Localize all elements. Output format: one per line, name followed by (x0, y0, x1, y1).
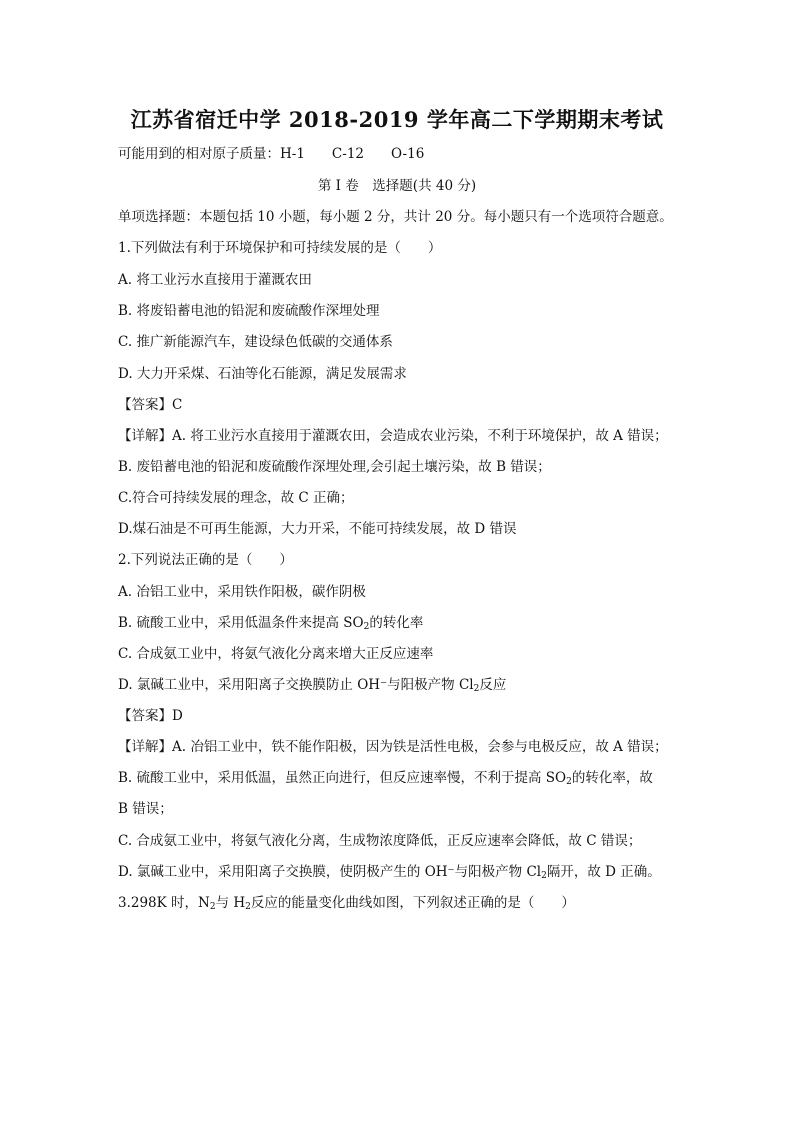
q2-option-c: C. 合成氨工业中，将氨气液化分离来增大正反应速率 (118, 646, 434, 662)
q2-explanation-c: C. 合成氨工业中，将氨气液化分离，生成物浓度降低，正反应速率会降低，故 C 错误； (118, 833, 642, 849)
q2-explanation-b-cont: B 错误； (118, 801, 173, 817)
q2-answer: 【答案】D (118, 708, 183, 724)
section-header: 第 I 卷 选择题(共 40 分) (317, 178, 477, 194)
q1-option-b: B. 将废铅蓄电池的铅泥和废硫酸作深埋处理 (118, 303, 380, 319)
q2-explanation-d: D. 氯碱工业中，采用阳离子交换膜，使阴极产生的 OH⁻与阳极产物 $Cl_2$隔开，故 D 正确。 (118, 864, 661, 881)
q2-option-a: A. 冶铝工业中，采用铁作阳极，碳作阴极 (118, 584, 366, 600)
q2-explanation-b: B. 硫酸工业中，采用低温，虽然正向进行，但反应速率慢，不利于提高 $SO_2$的转化率，故 (118, 770, 653, 787)
q2-option-b: B. 硫酸工业中，采用低温条件来提高 $SO_2$的转化率 (118, 615, 424, 632)
q2-stem: 2.下列说法正确的是（ ） (118, 552, 293, 568)
q1-explanation-d: D.煤石油是不可再生能源，大力开采，不能可持续发展，故 D 错误 (118, 521, 517, 537)
instructions: 单项选择题：本题包括 10 小题，每小题 2 分，共计 20 分。每小题只有一个选项符合题意。 (118, 209, 673, 225)
q1-explanation-a: 【详解】A. 将工业污水直接用于灌溉农田，会造成农业污染，不利于环境保护，故 A 错误； (118, 428, 668, 444)
q1-stem: 1.下列做法有利于环境保护和可持续发展的是（ ） (118, 240, 442, 256)
q1-explanation-b: B. 废铅蓄电池的铅泥和废硫酸作深埋处理,会引起土壤污染，故 B 错误； (118, 459, 551, 475)
q3-stem: 3.298K 时，$N_2$与 $H_2$反应的能量变化曲线如图，下列叙述正确的是（ ） (118, 895, 575, 912)
page-title: 江苏省宿迁中学 2018-2019 学年高二下学期期末考试 (130, 107, 664, 132)
q1-answer: 【答案】C (118, 397, 183, 413)
q1-option-d: D. 大力开采煤、石油等化石能源，满足发展需求 (118, 366, 407, 382)
q1-option-c: C. 推广新能源汽车，建设绿色低碳的交通体系 (118, 334, 393, 350)
atomic-mass-line: 可能用到的相对原子质量：H-1 C-12 O-16 (118, 146, 425, 162)
q1-explanation-c: C.符合可持续发展的理念，故 C 正确； (118, 490, 354, 506)
q2-explanation-a: 【详解】A. 冶铝工业中，铁不能作阳极，因为铁是活性电极，会参与电极反应，故 A 错误； (118, 739, 668, 755)
q1-option-a: A. 将工业污水直接用于灌溉农田 (118, 272, 312, 288)
q2-option-d: D. 氯碱工业中，采用阳离子交换膜防止 OH⁻与阳极产物 $Cl_2$反应 (118, 677, 507, 694)
